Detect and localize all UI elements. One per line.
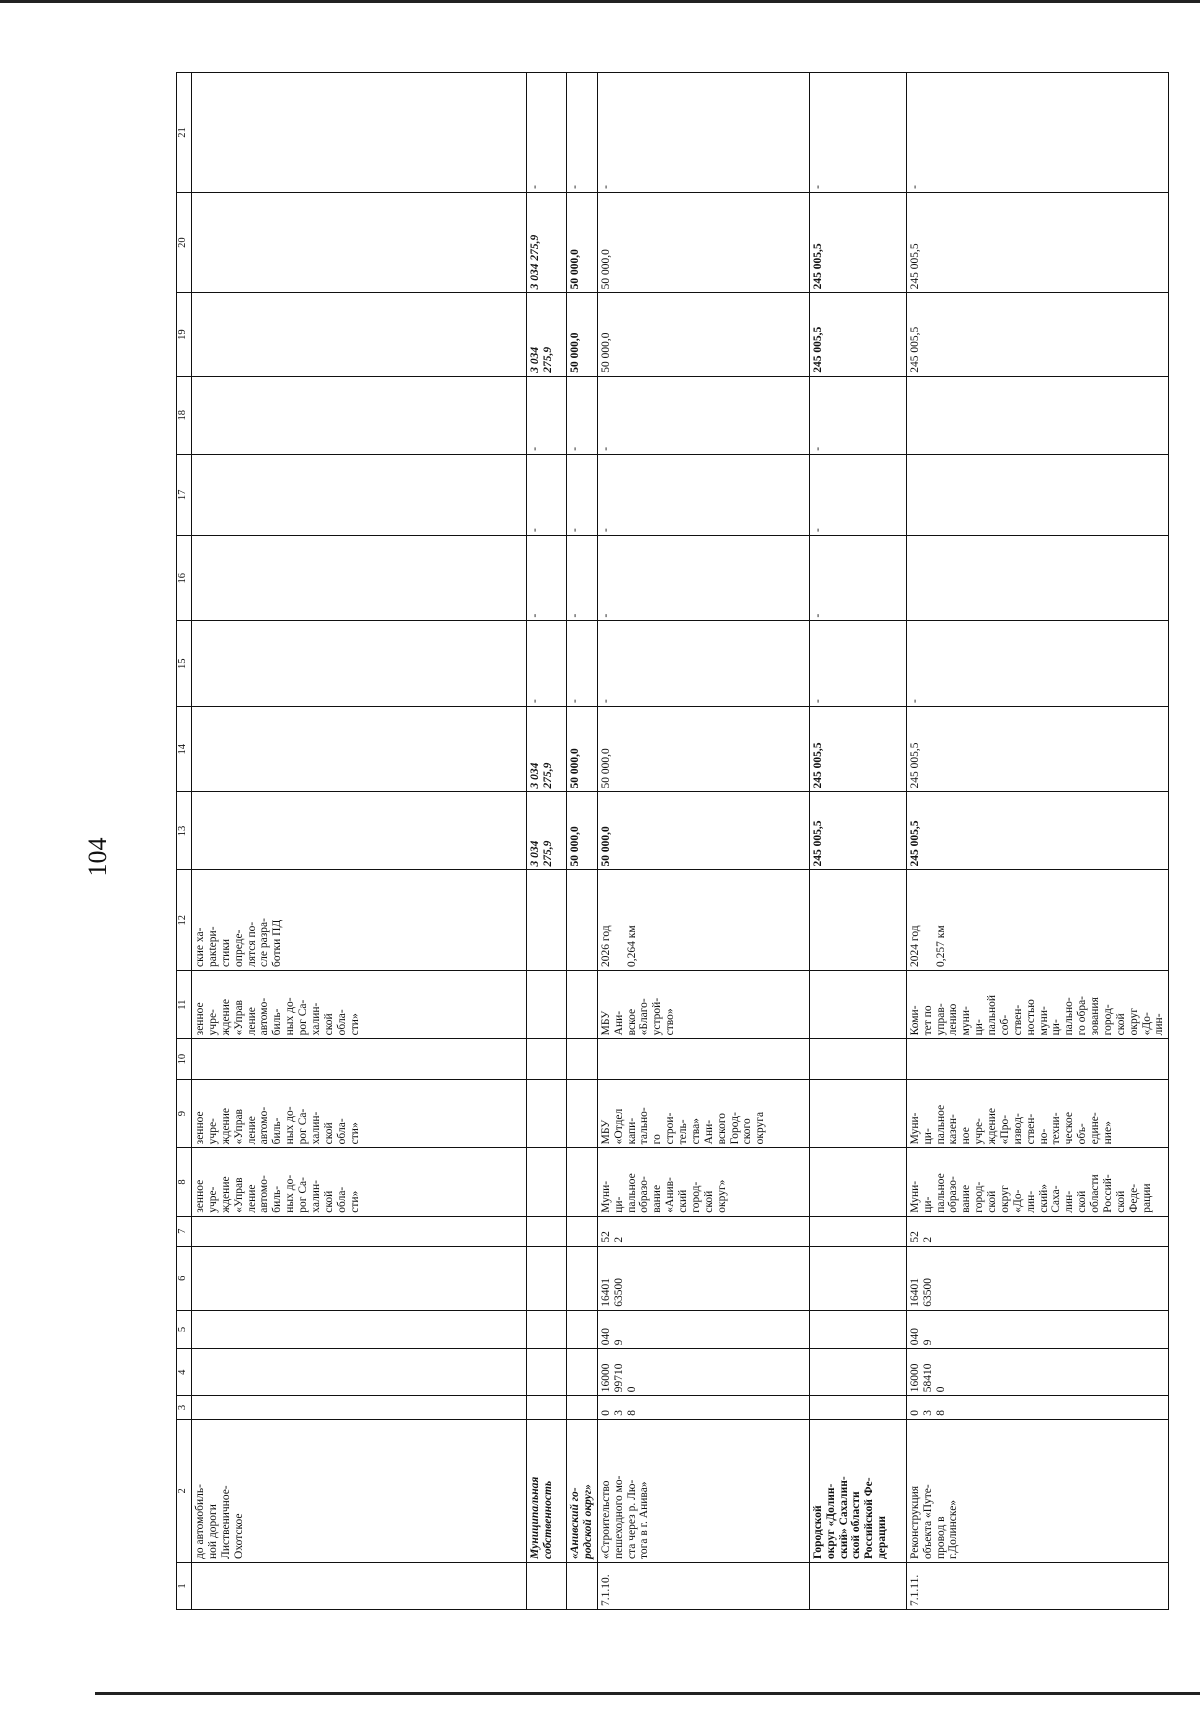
table-cell [809, 1349, 906, 1396]
table-cell: 2024 год 0,257 км [906, 870, 1169, 970]
table-cell-name: до автомобиль- ной дороги Лиственичное- Охотское [192, 1419, 527, 1562]
table-cell: 0 3 8 [597, 1396, 809, 1420]
table-cell [809, 1216, 906, 1246]
table-cell: 16401 63500 [906, 1246, 1169, 1310]
table-cell-amount: 245 005,5 [809, 192, 906, 292]
table-cell [567, 870, 598, 970]
top-border-line [0, 0, 1200, 3]
table-cell: - [567, 73, 598, 193]
table-cell: Муни- ци- пальное казен- ное учре- ждение «Про- извод- ствен- но- техни- ческое объ- едине- ние» [906, 1079, 1169, 1147]
table-cell [192, 1349, 527, 1396]
table-cell [809, 1039, 906, 1080]
table-cell [567, 1246, 598, 1310]
column-number: 17 [177, 454, 192, 535]
table-cell: 0 3 8 [906, 1396, 1169, 1420]
table-cell [527, 1349, 567, 1396]
table-cell: - [597, 454, 809, 535]
table-cell [906, 376, 1169, 454]
table-cell [527, 1562, 567, 1609]
table-cell-name: Муниципальная собственность [527, 1419, 567, 1562]
table-cell: - [527, 376, 567, 454]
table-cell: - [567, 376, 598, 454]
table-cell [567, 1079, 598, 1147]
table-cell [527, 1246, 567, 1310]
table-cell: - [809, 376, 906, 454]
table-cell: - [906, 73, 1169, 193]
table-cell: 16000 58410 0 [906, 1349, 1169, 1396]
table-cell [527, 1148, 567, 1216]
table-cell-amount: 245 005,5 [906, 792, 1169, 870]
table-row-municipal-property [527, 73, 567, 1610]
table-cell [527, 1039, 567, 1080]
column-number: 20 [177, 192, 192, 292]
table-cell [906, 454, 1169, 535]
table-cell [192, 621, 527, 707]
table-cell-amount: 50 000,0 [597, 706, 809, 792]
table-cell [192, 1246, 527, 1310]
table-cell: 040 9 [906, 1310, 1169, 1348]
table-cell [192, 535, 527, 621]
table-cell: 16401 63500 [597, 1246, 809, 1310]
table-row-dolinsk-okrug [809, 73, 906, 1610]
table-cell-amount: 3 034 275,9 [527, 792, 567, 870]
table-cell [597, 1039, 809, 1080]
table-cell-amount: 3 034 275,9 [527, 293, 567, 376]
table-cell-amount: 50 000,0 [597, 293, 809, 376]
table-cell [527, 870, 567, 970]
table-cell: Муни- ци- пальное образо- вание город- ской округ «До- лин- ский» Саха- лин- ской области Россий- ской Феде- рации [906, 1148, 1169, 1216]
table-cell: - [567, 621, 598, 707]
table-cell: Муни- ци- пальное образо- вание «Анив- ский город- ской округ» [597, 1148, 809, 1216]
table-cell [192, 1216, 527, 1246]
table-row-continuation [192, 73, 527, 1610]
table-cell-amount: 50 000,0 [597, 192, 809, 292]
table-cell: зенное учре- ждение «Управ ление автомо- биль- ных до- рог Са- халин- ской обла- сти» [192, 1079, 527, 1147]
table-cell: - [527, 454, 567, 535]
column-number: 18 [177, 376, 192, 454]
table-cell-amount: 245 005,5 [809, 706, 906, 792]
table-cell: - [809, 621, 906, 707]
table-cell [809, 870, 906, 970]
table-cell [192, 454, 527, 535]
table-cell-amount: 245 005,5 [906, 192, 1169, 292]
table-cell: МБУ Ани- вское «Благо- устрой- ство» [597, 970, 809, 1038]
table-cell: - [597, 376, 809, 454]
table-cell: - [567, 535, 598, 621]
table-cell-amount: 50 000,0 [567, 293, 598, 376]
table-cell-index: 7.1.11. [906, 1562, 1169, 1609]
table-cell-amount: 3 034 275,9 [527, 192, 567, 292]
table-cell [809, 1246, 906, 1310]
bottom-border-line [95, 1692, 1200, 1695]
table-cell-amount: 245 005,5 [809, 792, 906, 870]
table-cell: 52 2 [906, 1216, 1169, 1246]
table-cell [809, 970, 906, 1038]
column-number: 13 [177, 792, 192, 870]
table-cell [192, 293, 527, 376]
table-cell: ские ха- ракteри- стики опреде- лятся по- сле разра- ботки ПД [192, 870, 527, 970]
table-cell-amount: 245 005,5 [809, 293, 906, 376]
table-cell: МБУ «Отдел капи- тально- го строи- тель- ства» Ани- вского Город- ского округа [597, 1079, 809, 1147]
table-row-aniva-okrug [567, 73, 598, 1610]
column-number: 5 [177, 1310, 192, 1348]
column-number: 21 [177, 73, 192, 193]
table-cell [527, 1396, 567, 1420]
table-cell: - [597, 73, 809, 193]
table-cell [192, 706, 527, 792]
table-cell [527, 1310, 567, 1348]
table-cell-amount: 50 000,0 [567, 192, 598, 292]
table-cell [192, 192, 527, 292]
column-number: 11 [177, 970, 192, 1038]
table-cell [567, 1148, 598, 1216]
table-cell: - [597, 621, 809, 707]
table-cell [809, 1148, 906, 1216]
table-cell [809, 1562, 906, 1609]
table-cell-amount: 245 005,5 [906, 293, 1169, 376]
table-cell [567, 1349, 598, 1396]
column-number-row [177, 73, 192, 1610]
table-cell-name: «Строительство пешеходного мо- ста через р. Лю- тога в г. Анива» [597, 1419, 809, 1562]
table-cell-amount: 50 000,0 [597, 792, 809, 870]
column-number: 8 [177, 1148, 192, 1216]
table-cell: 2026 год 0,264 км [597, 870, 809, 970]
table-cell-amount: 50 000,0 [567, 792, 598, 870]
table-cell [567, 1310, 598, 1348]
table-cell: - [809, 73, 906, 193]
table-cell [192, 1039, 527, 1080]
table-cell: 16000 99710 0 [597, 1349, 809, 1396]
table-cell [906, 1039, 1169, 1080]
table-cell: - [567, 454, 598, 535]
table-cell: зенное учре- ждение «Управ ление автомо- биль- ных до- рог Са- халин- ской обла- сти» [192, 1148, 527, 1216]
table-cell: зенное учре- ждение «Управ ление автомо- биль- ных до- рог Са- халин- ской обла- сти» [192, 970, 527, 1038]
table-cell-name: Реконструкция объекта «Путе- провод в г.Долинске» [906, 1419, 1169, 1562]
table-cell [192, 376, 527, 454]
table-cell: - [809, 535, 906, 621]
column-number: 3 [177, 1396, 192, 1420]
table-cell: - [809, 454, 906, 535]
table-cell [567, 970, 598, 1038]
column-number: 19 [177, 293, 192, 376]
column-number: 14 [177, 706, 192, 792]
table-cell [809, 1396, 906, 1420]
table-cell: 040 9 [597, 1310, 809, 1348]
table-cell-amount: 245 005,5 [906, 706, 1169, 792]
column-number: 4 [177, 1349, 192, 1396]
table-cell [809, 1079, 906, 1147]
table-cell: Коми- тет по управ- лению муни- ци- пальной соб- ствен- ностью муни- ци- пально- го обра- зования город- ской округ «До- лин- [906, 970, 1169, 1038]
table-cell [809, 1310, 906, 1348]
table-cell [906, 535, 1169, 621]
table-cell: 52 2 [597, 1216, 809, 1246]
table-cell: - [597, 535, 809, 621]
table-cell-amount: 50 000,0 [567, 706, 598, 792]
table-cell [192, 1562, 527, 1609]
column-number: 16 [177, 535, 192, 621]
table-cell [192, 73, 527, 193]
table-cell-name: Городской округ «Долин- ский» Сахалин- ской области Российской Фе- дерации [809, 1419, 906, 1562]
table-cell: - [527, 621, 567, 707]
table-cell [567, 1216, 598, 1246]
column-number: 1 [177, 1562, 192, 1609]
column-number: 12 [177, 870, 192, 970]
table-frame [176, 72, 1166, 1610]
table-cell [527, 1079, 567, 1147]
table-cell [192, 1396, 527, 1420]
table-cell-amount: 3 034 275,9 [527, 706, 567, 792]
table-cell [527, 1216, 567, 1246]
budget-table [176, 72, 1169, 1610]
table-cell-name: «Анивский го- родской округ» [567, 1419, 598, 1562]
table-cell [567, 1562, 598, 1609]
table-cell: - [906, 621, 1169, 707]
table-row-7-1-11 [906, 73, 1169, 1610]
table-cell [567, 1039, 598, 1080]
column-number: 10 [177, 1039, 192, 1080]
column-number: 6 [177, 1246, 192, 1310]
column-number: 7 [177, 1216, 192, 1246]
table-cell: - [527, 73, 567, 193]
table-cell [192, 792, 527, 870]
column-number: 15 [177, 621, 192, 707]
table-cell [192, 1310, 527, 1348]
column-number: 9 [177, 1079, 192, 1147]
table-row-7-1-10 [597, 73, 809, 1610]
table-cell [567, 1396, 598, 1420]
page-number: 104 [83, 837, 112, 877]
table-cell-index: 7.1.10. [597, 1562, 809, 1609]
table-cell [527, 970, 567, 1038]
table-cell: - [527, 535, 567, 621]
column-number: 2 [177, 1419, 192, 1562]
